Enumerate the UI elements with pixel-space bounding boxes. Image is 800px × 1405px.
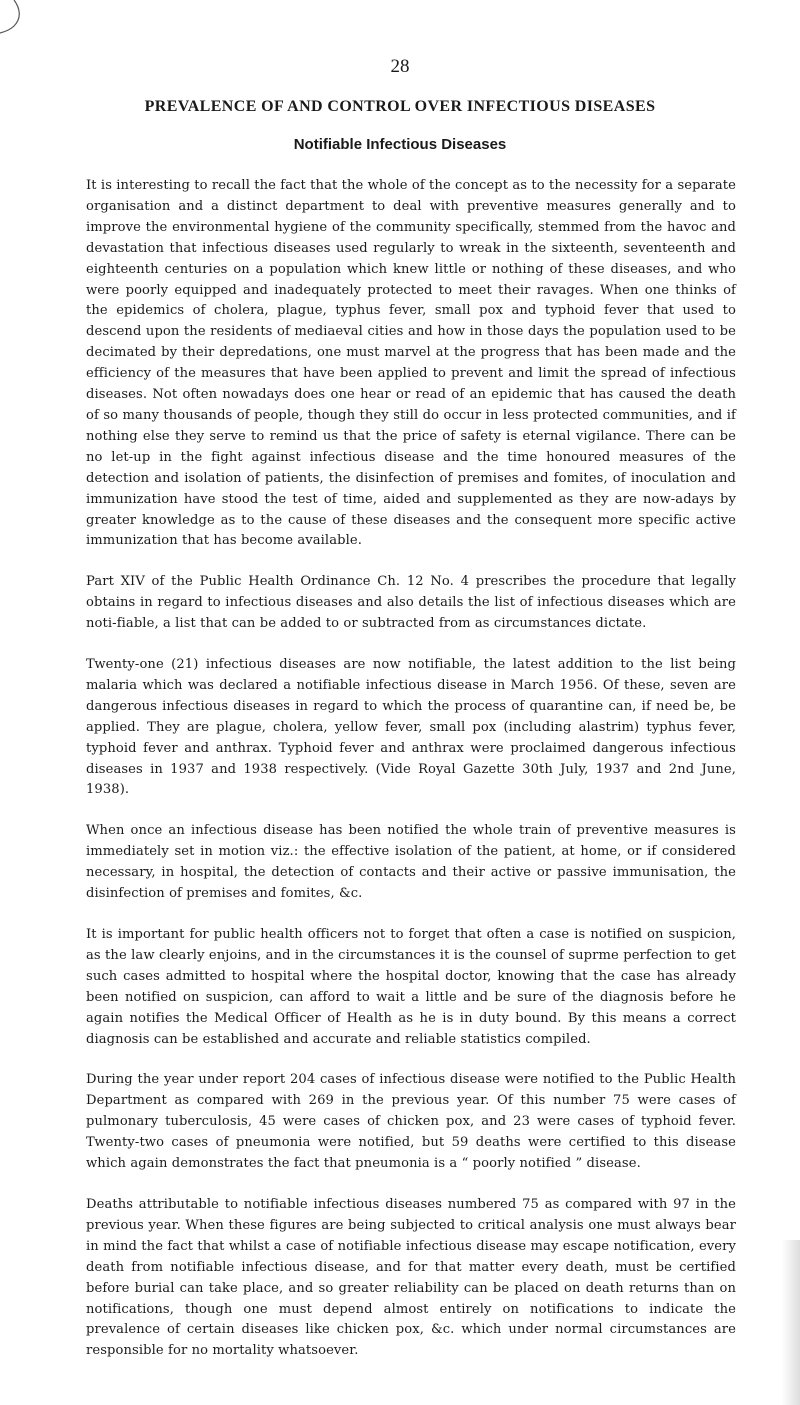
page-number: 28 xyxy=(390,56,410,77)
sub-heading: Notifiable Infectious Diseases xyxy=(293,136,507,153)
paragraph-twenty-one-diseases: Twenty-one (21) infectious diseases are now notifiable, the latest addition to the list being malaria which was declared a notifiable infectious disease in March 1956. Of these, seven are dangerous infectious diseases in regard to which the process of quarantine can, if need be, be applied. They are plague, cholera, yellow fever, small pox (including alastrim) typhus fever, typhoid fever and anthrax. Typhoid fever and anthrax were proclaimed dangerous infectious diseases in 1937 and 1938 respectively. (Vide Royal Gazette 30th July, 1937 and 2nd June, 1938). xyxy=(86,657,736,798)
page-corner-mark xyxy=(0,0,30,40)
body-text xyxy=(86,176,736,1362)
paragraph-year-under-report: During the year under report 204 cases of infectious disease were notified to the Public Health Department as compared with 269 in the previous year. Of this number 75 were cases of pulmonary tuberculosis, 45 were cases of chicken pox, and 23 were cases of typhoid fever. Twenty-two cases of pneumonia were notified, but 59 deaths were certified to this disease which again demonstrates the fact that pneumonia is a “ poorly notified ” disease. xyxy=(86,1072,736,1172)
paragraph-part-xiv: Part XIV of the Public Health Ordinance Ch. 12 No. 4 prescribes the procedure that legally obtains in regard to infectious diseases and also details the list of infectious diseases which are noti-fiable, a list that can be added to or subtracted from as circumstances dictate. xyxy=(86,574,736,632)
paragraph-suspicion-notification: It is important for public health officers not to forget that often a case is notified on suspicion, as the law clearly enjoins, and in the circumstances it is the counsel of suprme perfection to get such cases admitted to hospital where the hospital doctor, knowing that the case has already been notified on suspicion, can afford to wait a little and be sure of the diagnosis before he again notifies the Medical Officer of Health as he is in duty bound. By this means a correct diagnosis can be established and accurate and reliable statistics compiled. xyxy=(86,927,736,1047)
section-heading: PREVALENCE OF AND CONTROL OVER INFECTIOUS DISEASES xyxy=(144,98,656,115)
page-edge-shadow xyxy=(782,1240,800,1405)
paragraph-preventive-measures: When once an infectious disease has been notified the whole train of preventive measures is immediately set in motion viz.: the effective isolation of the patient, at home, or if considered necessary, in hospital, the detection of contacts and their active or passive immunisation, the disinfection of premises and fomites, &c. xyxy=(86,823,736,902)
paragraph-intro: It is interesting to recall the fact that the whole of the concept as to the necessity for a separate organisation and a distinct department to deal with preventive measures generally and to improve the environmental hygiene of the community specifically, stemmed from the havoc and devastation that infectious diseases used regularly to wreak in the sixteenth, seventeenth and eighteenth centuries on a population which knew little or nothing of these diseases, and who were poorly equipped and inadequately protected to meet their ravages. When one thinks of the epidemics of cholera, plague, typhus fever, small pox and typhoid fever that used to descend upon the residents of mediaeval cities and how in those days the population used to be decimated by their depredations, one must marvel at the progress that has been made and the efficiency of the measures that have been applied to prevent and limit the spread of infectious diseases. Not often nowadays does one hear or read of an epidemic that has caused the death of so many thousands of people, though they still do occur in less protected communities, and if nothing else they serve to remind us that the price of safety is eternal vigilance. There can be no let-up in the fight against infectious disease and the time honoured measures of the detection and isolation of patients, the disinfection of premises and fomites, of inoculation and immunization have stood the test of time, aided and supplemented as they are now-adays by greater knowledge as to the cause of these diseases and the consequent more specific active immunization that has become available. xyxy=(86,178,736,549)
paragraph-deaths: Deaths attributable to notifiable infectious diseases numbered 75 as compared with 97 in the previous year. When these figures are being subjected to critical analysis one must always bear in mind the fact that whilst a case of notifiable infectious disease may escape notification, every death from notifiable infectious disease, and for that matter every death, must be certified before burial can take place, and so greater reliability can be placed on death returns than on notifications, though one must depend almost entirely on notifications to indicate the prevalence of certain diseases like chicken pox, &c. which under normal circumstances are responsible for no mortality whatsoever. xyxy=(86,1196,736,1359)
